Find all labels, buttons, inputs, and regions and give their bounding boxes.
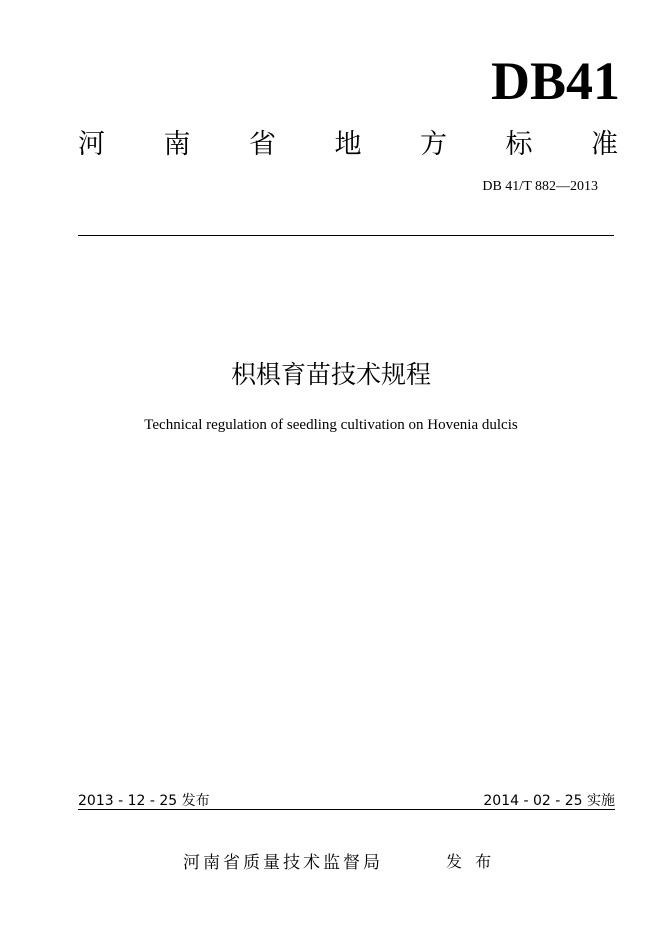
standard-type-char: 南 xyxy=(163,129,191,160)
document-title-english: Technical regulation of seedling cultivation on Hovenia dulcis xyxy=(144,417,518,433)
standard-type-char: 河 xyxy=(78,129,105,160)
document-title-chinese: 枳椇育苗技术规程 xyxy=(230,360,431,389)
standard-type-char: 标 xyxy=(505,129,533,160)
standard-type-heading xyxy=(78,128,618,162)
standard-code: DB41 xyxy=(490,51,620,111)
standard-type-char: 地 xyxy=(334,129,362,160)
standard-type-char: 方 xyxy=(420,129,447,160)
standard-type-char: 省 xyxy=(249,129,276,160)
standard-number: DB 41/T 882—2013 xyxy=(482,179,598,194)
footer-divider xyxy=(78,809,615,810)
issuing-authority: 河南省质量技术监督局 xyxy=(183,853,383,873)
implementation-date: 2014 - 02 - 25 实施 xyxy=(483,793,615,809)
issue-action: 发 布 xyxy=(446,852,496,871)
header-divider xyxy=(78,235,614,236)
standard-type-char: 准 xyxy=(591,129,618,160)
issue-date: 2013 - 12 - 25 发布 xyxy=(78,793,210,809)
